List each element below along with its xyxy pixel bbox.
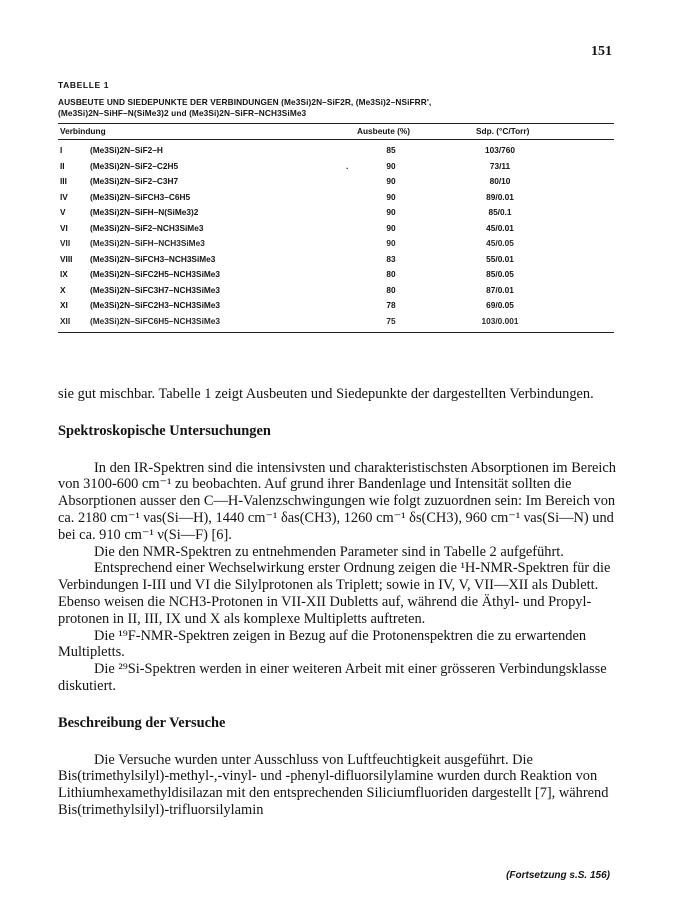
table-caption-line-1: AUSBEUTE UND SIEDEPUNKTE DER VERBINDUNGEN (Me3Si)2N–SiF2R, (Me3Si)2–NSiFRR',: [58, 97, 432, 107]
paragraph-ir-spectra: In den IR-Spektren sind die intensivsten und charakteristischsten Absorptionen im Bereich von 3100-600 cm⁻¹ zu beobachten. Auf grund ihrer Bandenlage und Intensität sollten die Absorptionen ausser den C—H-Valenzschwingungen wie folgt zuzuordnen sein: Im Bereich von ca. 2180 cm⁻¹ νas(Si—H), 1440 cm⁻¹ δas(CH3), 1260 cm⁻¹ δs(CH3), 960 cm⁻¹ νas(Si—N) und bei ca. 910 cm⁻¹ ν(Si—F) [6].: [58, 459, 616, 543]
table-caption-line-2: (Me3Si)2N–SiHF–N(SiMe3)2 und (Me3Si)2N–SiFR–NCH3SiMe3: [58, 108, 307, 118]
row-boiling-point: 87/0.01: [486, 284, 514, 295]
row-number: IX: [60, 269, 68, 279]
row-number: VI: [60, 222, 68, 233]
row-compound: (Me3Si)2N–SiF2–C3H7: [90, 176, 179, 186]
row-compound: (Me3Si)2N–SiFH–N(SiMe3)2: [90, 207, 199, 217]
row-compound: (Me3Si)2N–SiFC6H5–NCH3SiMe3: [90, 315, 221, 326]
row-compound: (Me3Si)2N–SiFC3H7–NCH3SiMe3: [90, 284, 221, 295]
table-row: [58, 298, 614, 314]
row-compound: (Me3Si)2N–SiFC2H5–NCH3SiMe3: [90, 269, 221, 279]
row-boiling-point: 45/0.05: [486, 238, 514, 248]
row-number: IV: [60, 191, 68, 202]
section-heading-spectroscopy: Spektroskopische Untersuchungen: [58, 422, 271, 439]
continuation-note: (Fortsetzung s.S. 156): [506, 870, 610, 881]
row-compound: (Me3Si)2N–SiFH–NCH3SiMe3: [90, 238, 205, 248]
row-number: III: [60, 176, 67, 186]
table-row: [58, 252, 614, 268]
row-yield: 85: [386, 145, 396, 155]
table-row: [58, 174, 614, 190]
row-yield: 78: [386, 300, 396, 310]
row-number: I: [60, 145, 63, 155]
row-number: XII: [60, 315, 71, 326]
row-boiling-point: 80/10: [489, 176, 511, 186]
table-header-rule: [58, 139, 614, 140]
row-compound: (Me3Si)2N–SiF2–NCH3SiMe3: [90, 222, 204, 233]
row-mark: .: [346, 160, 349, 171]
row-compound: (Me3Si)2N–SiFCH3–C6H5: [90, 191, 191, 202]
table-row: [58, 205, 614, 221]
header-yield: Ausbeute (%): [357, 126, 411, 136]
paragraph-h-nmr: Entsprechend einer Wechselwirkung erster Ordnung zeigen die ¹H-NMR-Spektren für die Verbindungen I-III und VI die Silylprotonen als Triplett; sowie in IV, V, VII—XII als Dublett. Ebenso weisen die NCH3-Protonen in VII-XII Dubletts auf, während die Äthyl- und Propyl-protonen in II, III, IX und X als komplexe Multipletts auftreten.: [58, 560, 611, 627]
table-row: [58, 267, 614, 283]
row-yield: 90: [386, 191, 396, 202]
row-yield: 90: [386, 238, 396, 248]
table-row: [58, 159, 614, 175]
row-yield: 90: [386, 176, 396, 186]
paragraph-f-nmr: Die ¹⁹F-NMR-Spektren zeigen in Bezug auf die Protonenspektren die zu erwartenden Multipletts.: [58, 627, 587, 661]
row-compound: (Me3Si)2N–SiFCH3–NCH3SiMe3: [90, 253, 216, 264]
body-text: [58, 384, 618, 819]
row-compound: (Me3Si)2N–SiF2–H: [90, 145, 163, 155]
row-number: VIII: [60, 253, 73, 264]
row-yield: 90: [386, 207, 396, 217]
header-compound: Verbindung: [60, 126, 106, 136]
row-yield: 90: [386, 160, 396, 171]
header-boiling-point: Sdp. (°C/Torr): [476, 126, 530, 136]
intro-paragraph: sie gut mischbar. Tabelle 1 zeigt Ausbeuten und Siedepunkte der dargestellten Verbindungen.: [58, 386, 594, 402]
row-boiling-point: 73/11: [489, 160, 511, 171]
table-header-row: [58, 124, 614, 139]
row-boiling-point: 85/0.1: [488, 207, 512, 217]
row-boiling-point: 103/760: [485, 145, 515, 155]
row-boiling-point: 55/0.01: [486, 253, 514, 264]
page-number: 151: [591, 44, 612, 59]
row-boiling-point: 45/0.01: [486, 222, 514, 233]
row-yield: 80: [386, 269, 396, 279]
row-boiling-point: 85/0.05: [486, 269, 514, 279]
row-yield: 83: [386, 253, 396, 264]
paragraph-si-nmr: Die ²⁹Si-Spektren werden in einer weiteren Arbeit mit einer grösseren Verbindungsklasse diskutiert.: [58, 661, 607, 694]
table-row: [58, 190, 614, 206]
table-row: [58, 283, 614, 299]
row-number: II: [60, 160, 65, 171]
paragraph-nmr-parameters: Die den NMR-Spektren zu entnehmenden Parameter sind in Tabelle 2 aufgeführt.: [94, 543, 564, 560]
row-number: X: [60, 284, 66, 295]
table-1: [58, 80, 614, 333]
row-boiling-point: 69/0.05: [486, 300, 514, 310]
row-number: XI: [60, 300, 68, 310]
table-caption: [58, 97, 614, 119]
row-yield: 75: [386, 315, 396, 326]
table-row: [58, 314, 614, 330]
section-heading-experimental: Beschreibung der Versuche: [58, 714, 226, 731]
table-row: [58, 143, 614, 159]
row-boiling-point: 103/0.001: [481, 315, 519, 326]
table-row: [58, 221, 614, 237]
row-compound: (Me3Si)2N–SiFC2H3–NCH3SiMe3: [90, 300, 221, 310]
table-bottom-rule: [58, 332, 614, 333]
row-number: VII: [60, 238, 71, 248]
row-yield: 90: [386, 222, 396, 233]
row-compound: (Me3Si)2N–SiF2–C2H5: [90, 160, 179, 171]
row-yield: 80: [386, 284, 396, 295]
table-label: TABELLE 1: [58, 80, 110, 90]
row-boiling-point: 89/0.01: [486, 191, 514, 202]
table-row: [58, 236, 614, 252]
paragraph-experimental: Die Versuche wurden unter Ausschluss von Luftfeuchtigkeit ausgeführt. Die Bis(trimethylsilyl)-methyl-,-vinyl- und -phenyl-difluorsilylamine wurden durch Reaktion von Lithiumhexamethyldisilazan mit den entsprechenden Siliciumfluoriden dargestellt [7], während Bis(trimethylsilyl)-trifluorsilylamin: [58, 751, 609, 818]
row-number: V: [60, 207, 66, 217]
